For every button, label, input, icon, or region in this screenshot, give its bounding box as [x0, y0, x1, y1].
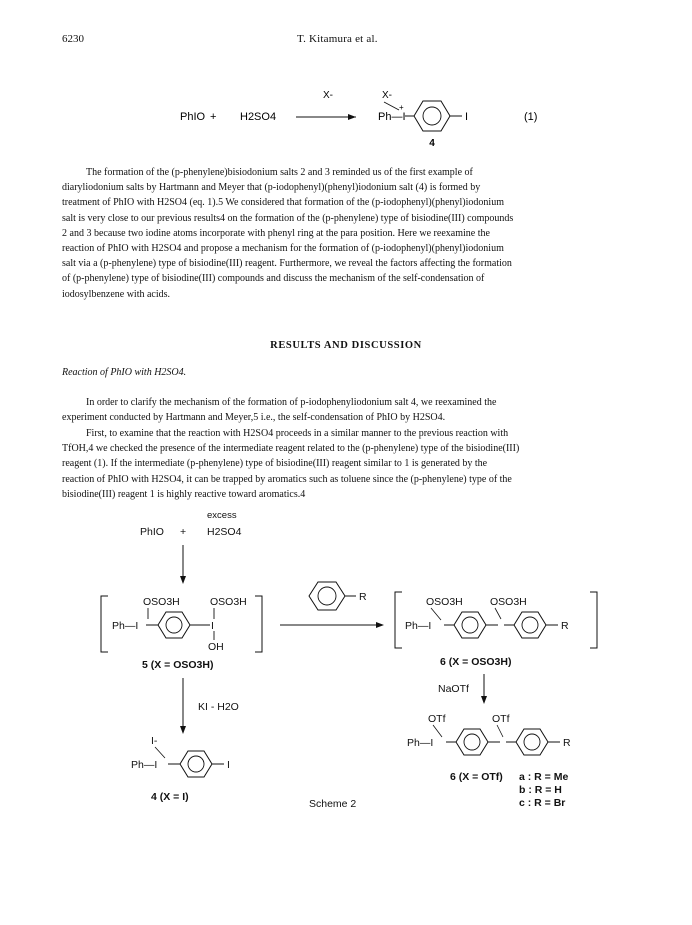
compound6b-otf-right: OTf: [492, 713, 510, 725]
intro-line: reaction of PhIO with H2SO4 and propose a mechanism for the formation of (p-iodophenyl)(phenyl)iodonium: [62, 243, 504, 255]
compound5-bracket-left: [101, 596, 108, 652]
page-number: 6230: [62, 33, 84, 45]
results-paragraph-1: [62, 395, 628, 425]
scheme-down-arrowhead-1: [180, 576, 186, 584]
compound6-benzene-ring-1: [454, 612, 486, 638]
reagent-ki-h2o: KI - H2O: [198, 701, 239, 713]
compound4-ph-i: Ph—I: [131, 759, 158, 771]
subsection-heading: Reaction of PhIO with H2SO4.: [62, 367, 187, 378]
results-line: experiment conducted by Hartmann and Meyer,5 i.e., the self-condensation of PhIO by H2SO4.: [62, 412, 446, 424]
compound4-benzene-ring: [180, 751, 212, 777]
compound5-benzene-ring: [158, 612, 190, 638]
compound6b-bond-up-right: [497, 725, 503, 737]
scheme-down-arrowhead-naotf: [481, 696, 487, 704]
compound5-oso3h-right: OSO3H: [210, 596, 247, 608]
compound6-bracket-left: [395, 592, 402, 648]
compound5-aromatic-circle: [166, 617, 182, 633]
intro-line: diaryliodonium salts by Hartmann and Meyer that (p-iodophenyl)(phenyl)iodonium salt (4) is formed by: [62, 182, 481, 194]
results-line: bisiodine(III) reagent 1 is highly reactive toward aromatics.4: [62, 488, 306, 500]
compound5-bracket-right: [255, 596, 262, 652]
compound4-i-minus: I-: [151, 735, 158, 747]
compound5-ph-i: Ph—I: [112, 620, 139, 632]
eq1-compound-label: 4: [429, 138, 435, 149]
results-line: TfOH,4 we checked the presence of the intermediate reagent related to the (p-phenylene) type of the bisiodine(III): [62, 443, 520, 455]
intro-line: 2 and 3 because two iodine atoms incorporate with phenyl ring at the para position. Here we reexamine the: [62, 227, 490, 239]
compound6-aromatic-circle-1: [462, 617, 478, 633]
eq1-benzene-aromatic-circle: [423, 107, 441, 125]
eq1-arrow-counterion: X-: [323, 90, 333, 101]
intro-line: of (p-phenylene) type of bisiodine(III) compounds and discuss the mechanism of the self-condensation of: [62, 273, 485, 285]
compound5-oh: OH: [208, 641, 224, 653]
compound5-label: 5 (X = OSO3H): [142, 659, 214, 671]
compound4-aromatic-circle: [188, 756, 204, 772]
eq1-product-iodine: I: [465, 111, 469, 123]
results-line: reagent (1). If the intermediate (p-phenylene) type of bisiodine(III) reagent similar to 1 is generated by the: [62, 458, 488, 470]
arene-aromatic-circle: [318, 587, 336, 605]
eq1-number: (1): [524, 111, 538, 123]
intro-paragraph: [62, 165, 628, 302]
compound4-iodine: I: [227, 759, 230, 771]
compound4-label: 4 (X = I): [151, 791, 189, 803]
eq1-arrowhead: [348, 114, 356, 120]
intro-line: salt is very close to our previous results4 on the formation of the (p-phenylene) type of bisiodine(III) compounds: [62, 212, 514, 224]
eq1-plus-charge: +: [399, 103, 404, 112]
compound5-iodine: I: [211, 620, 214, 632]
arene-ring: [309, 582, 345, 610]
scheme-plus: +: [180, 526, 187, 538]
scheme-right-arrowhead: [376, 622, 384, 628]
compound4-counterion-bond: [155, 747, 165, 758]
intro-line: iodosylbenzene with acids.: [62, 288, 171, 300]
results-paragraph-2: [62, 426, 628, 502]
compound6b-ph-i: Ph—I: [407, 737, 434, 749]
compound6-aromatic-circle-2: [522, 617, 538, 633]
compound6-oso3h-right: OSO3H: [490, 596, 527, 608]
scheme-2: [0, 500, 692, 820]
compound6b-benzene-ring-1: [456, 729, 488, 755]
eq1-product-counterion: X-: [382, 90, 392, 101]
eq1-counterion-bond: [384, 102, 399, 110]
results-line: reaction of PhIO with H2SO4, it can be trapped by aromatics such as toluene since the (p-phenylene) type of the: [62, 473, 512, 485]
eq1-reactant-phio: PhIO: [180, 111, 206, 123]
compound6b-otf-left: OTf: [428, 713, 446, 725]
running-header-authors: T. Kitamura et al.: [297, 33, 378, 45]
equation-1: [0, 80, 692, 160]
compound6b-aromatic-circle-1: [464, 734, 480, 750]
compound6-bracket-right: [590, 592, 597, 648]
compound6b-benzene-ring-2: [516, 729, 548, 755]
intro-line: treatment of PhIO with H2SO4 (eq. 1).5 We considered that formation of the (p-iodophenyl)(phenyl)iodonium: [62, 197, 504, 209]
scheme-excess-label: excess: [207, 510, 237, 521]
compound6b-aromatic-circle-2: [524, 734, 540, 750]
compound6-ph-i: Ph—I: [405, 620, 432, 632]
legend-b: b : R = H: [519, 784, 562, 796]
eq1-reactant-h2so4: H2SO4: [240, 111, 277, 123]
legend-c: c : R = Br: [519, 797, 566, 809]
section-heading: RESULTS AND DISCUSSION: [270, 340, 422, 351]
compound5-oso3h-left: OSO3H: [143, 596, 180, 608]
compound6-bond-up-right: [495, 608, 501, 619]
arene-r-group: R: [359, 591, 367, 603]
results-line: In order to clarify the mechanism of the formation of p-iodophenyliodonium salt 4, we reexamined the: [86, 397, 497, 408]
scheme-caption: Scheme 2: [309, 798, 357, 810]
intro-line: The formation of the (p-phenylene)bisiodonium salts 2 and 3 reminded us of the first example of: [86, 167, 473, 178]
scheme-reactant-phio: PhIO: [140, 526, 164, 538]
legend-a: a : R = Me: [519, 771, 569, 783]
compound6b-bond-up-left: [433, 725, 442, 737]
intro-line: salt via a (p-phenylene) type of bisiodine(III) reagent. Furthermore, we reveal the factors affecting the formation: [62, 258, 512, 270]
scheme-down-arrowhead-ki: [180, 726, 186, 734]
results-line: First, to examine that the reaction with H2SO4 proceeds in a similar manner to the previous reaction with: [86, 428, 509, 439]
eq1-benzene-ring: [414, 101, 450, 131]
eq1-plus: +: [210, 111, 217, 123]
scheme-reactant-h2so4: H2SO4: [207, 526, 242, 538]
compound6-benzene-ring-2: [514, 612, 546, 638]
eq1-product-ph-i: Ph—I: [378, 111, 406, 123]
reagent-naotf: NaOTf: [438, 683, 469, 695]
compound6b-label: 6 (X = OTf): [450, 771, 503, 783]
compound6-bond-up-left: [431, 608, 441, 620]
compound6-oso3h-left: OSO3H: [426, 596, 463, 608]
compound6-label: 6 (X = OSO3H): [440, 656, 512, 668]
compound6-r-group: R: [561, 620, 569, 632]
compound6b-r-group: R: [563, 737, 571, 749]
